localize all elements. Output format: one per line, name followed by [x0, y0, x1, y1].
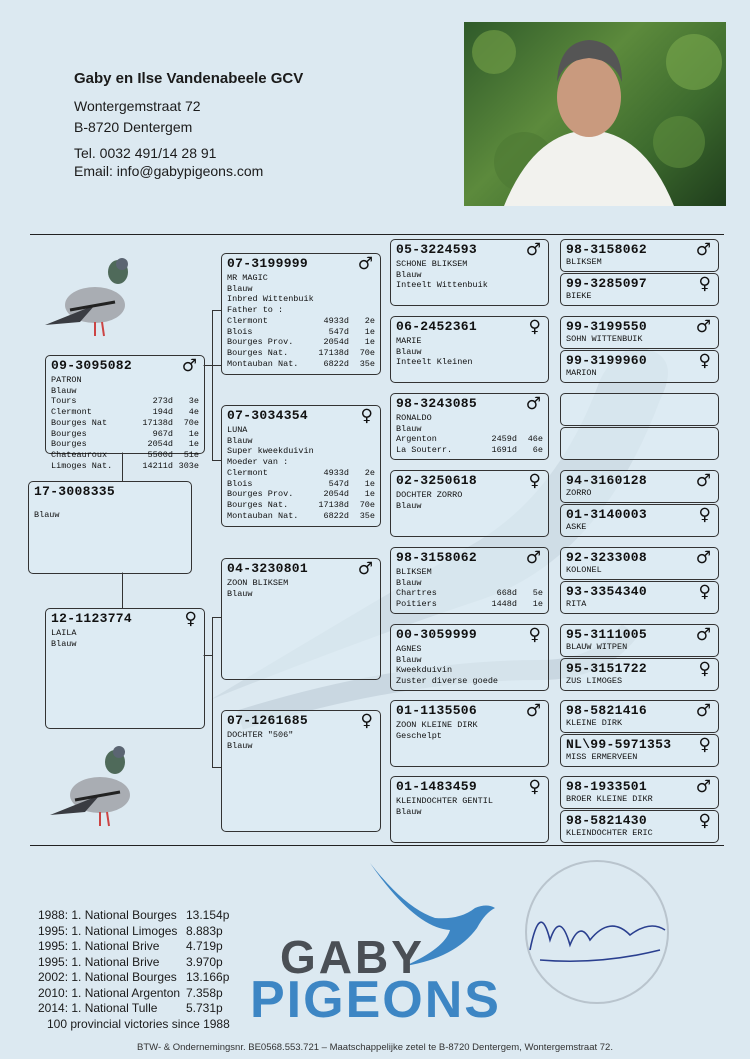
pigeon-details — [566, 599, 713, 610]
pigeon-name: RITA — [566, 599, 587, 609]
sex-symbol-icon: ♂ — [357, 254, 373, 274]
pedigree-box-p11 — [390, 470, 549, 537]
ring-number: 98-5821416 — [566, 703, 648, 718]
detail-line: DOCHTER "506" — [227, 730, 294, 740]
result-row — [227, 348, 375, 359]
ring-number: 92-3233008 — [566, 550, 648, 565]
result-birds: 967d — [152, 428, 173, 439]
result-row — [227, 327, 375, 338]
result-birds: 4933d — [323, 467, 349, 478]
result-birds: 6822d — [323, 510, 349, 521]
pigeon-illustration-bottom — [45, 740, 145, 832]
pigeon-details — [566, 488, 713, 499]
pedigree-box-p13 — [390, 624, 549, 691]
phone: Tel. 0032 491/14 28 91 — [74, 145, 217, 161]
sex-symbol-icon: ♂ — [525, 701, 541, 721]
sex-symbol-icon: ♀ — [360, 406, 373, 426]
pigeon-details — [227, 425, 375, 521]
sex-symbol-icon: ♀ — [698, 274, 711, 294]
result-row — [396, 445, 543, 456]
pigeon-details — [396, 720, 543, 741]
detail-line: ZOON KLEINE DIRK — [396, 720, 478, 730]
ring-number: 07-3034354 — [227, 408, 309, 423]
result-place: 70e — [359, 347, 375, 358]
pedigree-box-p12 — [390, 547, 549, 614]
result-race: Clermont — [51, 407, 92, 418]
ring-number: 93-3354340 — [566, 584, 648, 599]
pigeon-details — [396, 413, 543, 456]
pigeon-details — [396, 336, 543, 368]
detail-line: Father to : — [227, 305, 284, 316]
pigeon-details — [396, 259, 543, 291]
result-row — [227, 337, 375, 348]
pigeon-details — [566, 522, 713, 533]
pigeon-name: ZORRO — [566, 488, 592, 498]
pigeon-name: BROER KLEINE DIKR — [566, 794, 653, 804]
result-race: Clermont — [227, 467, 268, 478]
pedigree-box-g14 — [560, 734, 719, 767]
pedigree-box-g15 — [560, 776, 719, 809]
ring-number: 00-3059999 — [396, 627, 478, 642]
detail-line: Moeder van : — [227, 457, 289, 468]
signature — [520, 890, 670, 970]
detail-line: Blauw — [396, 654, 422, 665]
pigeon-details — [566, 368, 713, 379]
ring-number: 07-1261685 — [227, 713, 309, 728]
result-row — [227, 479, 375, 490]
result-row — [51, 450, 199, 461]
detail-line: Blauw — [227, 283, 253, 294]
detail-line: Blauw — [227, 588, 253, 599]
breeder-photo — [464, 22, 726, 206]
ring-number: 99-3285097 — [566, 276, 648, 291]
result-place: 1e — [364, 478, 375, 489]
detail-line: Inbred Wittenbuik — [227, 294, 314, 305]
result-race: Montauban Nat. — [227, 510, 299, 521]
sex-symbol-icon: ♀ — [698, 735, 711, 755]
detail-line: Super kweekduivin — [227, 446, 314, 457]
detail-line: MARIE — [396, 336, 422, 346]
result-row — [227, 468, 375, 479]
result-row — [51, 396, 199, 407]
pedigree-box-g16 — [560, 810, 719, 843]
result-race: Bourges Prov. — [227, 489, 294, 500]
win-item: 2002: 1. National Bourges 13.166p — [38, 970, 230, 984]
result-race: Tours — [51, 396, 77, 407]
sex-symbol-icon: ♂ — [695, 625, 711, 645]
result-place: 1e — [364, 337, 375, 348]
ring-number: 98-3158062 — [396, 550, 478, 565]
pigeon-name: BLAUW WITPEN — [566, 642, 628, 652]
ring-number: 98-1933501 — [566, 779, 648, 794]
result-race: Chateauroux — [51, 449, 108, 460]
win-item: 2014: 1. National Tulle 5.731p — [38, 1001, 223, 1015]
pigeon-details — [51, 628, 199, 649]
result-row — [227, 511, 375, 522]
result-row — [396, 599, 543, 610]
detail-line: Geschelpt — [396, 730, 442, 741]
pigeon-details — [227, 578, 375, 599]
pigeon-details — [396, 796, 543, 817]
result-place: 3e — [188, 396, 199, 407]
pigeon-name: MISS ERMERVEEN — [566, 752, 638, 762]
ring-number: 95-3151722 — [566, 661, 648, 676]
result-birds: 547d — [328, 326, 349, 337]
breeder-name: Gaby en Ilse Vandenabeele GCV — [74, 70, 304, 87]
result-birds: 273d — [152, 396, 173, 407]
detail-line: AGNES — [396, 644, 422, 654]
pedigree-box-g8 — [560, 504, 719, 537]
pedigree-box-g5 — [560, 393, 719, 426]
result-row — [51, 429, 199, 440]
ring-number: 95-3111005 — [566, 627, 648, 642]
result-birds: 17138d — [318, 347, 349, 358]
result-row — [227, 359, 375, 370]
detail-line: PATRON — [51, 375, 82, 385]
connector — [122, 572, 123, 608]
ring-number: 04-3230801 — [227, 561, 309, 576]
pigeon-details — [227, 273, 375, 369]
sex-symbol-icon: ♂ — [181, 356, 197, 376]
result-race: Poitiers — [396, 599, 437, 610]
result-row — [396, 434, 543, 445]
detail-line: DOCHTER ZORRO — [396, 490, 463, 500]
pedigree-box-p10 — [390, 393, 549, 460]
connector — [212, 617, 213, 767]
result-row — [51, 461, 199, 472]
detail-line: Blauw — [51, 385, 77, 396]
pigeon-name: ASKE — [566, 522, 587, 532]
result-place: 2e — [364, 467, 375, 478]
result-race: Bourges Nat. — [227, 499, 289, 510]
result-race: Bourges — [51, 428, 87, 439]
detail-line: Blauw — [227, 435, 253, 446]
ring-number: 05-3224593 — [396, 242, 478, 257]
result-place: 51e — [183, 449, 199, 460]
result-row — [227, 500, 375, 511]
pigeon-illustration-top — [40, 250, 140, 342]
result-birds: 14211d — [142, 460, 173, 471]
result-place: 1e — [188, 439, 199, 450]
pedigree-box-p2 — [45, 355, 205, 471]
bottom-rule — [30, 845, 724, 846]
ring-number: 01-3140003 — [566, 507, 648, 522]
ring-number: 06-2452361 — [396, 319, 478, 334]
result-place: 2e — [364, 315, 375, 326]
pigeon-details — [396, 567, 543, 610]
logo-text-gaby: GABY — [280, 931, 425, 983]
detail-line: BLIKSEM — [396, 567, 432, 577]
detail-line: Blauw — [34, 510, 60, 520]
top-rule — [30, 234, 724, 235]
pigeon-name: BIEKE — [566, 291, 592, 301]
result-place: 1e — [364, 326, 375, 337]
result-place: 1e — [188, 428, 199, 439]
sex-symbol-icon: ♀ — [528, 625, 541, 645]
pedigree-box-g3 — [560, 316, 719, 349]
pedigree-box-g10 — [560, 581, 719, 614]
sex-symbol-icon: ♀ — [698, 351, 711, 371]
sex-symbol-icon: ♀ — [184, 609, 197, 629]
win-item: 2010: 1. National Argenton 7.358p — [38, 985, 223, 1000]
detail-line: ZOON BLIKSEM — [227, 578, 289, 588]
pedigree-box-p14 — [390, 700, 549, 767]
result-birds: 668d — [496, 588, 517, 599]
pigeon-details — [566, 794, 713, 805]
detail-line: Blauw — [396, 423, 422, 434]
pedigree-box-g1 — [560, 239, 719, 272]
result-row — [51, 407, 199, 418]
sex-symbol-icon: ♂ — [357, 559, 373, 579]
pigeon-name: KLEINE DIRK — [566, 718, 623, 728]
pigeon-details — [34, 510, 186, 521]
result-race: Blois — [227, 478, 253, 489]
result-row — [227, 489, 375, 500]
pedigree-box-p7 — [221, 710, 381, 832]
pigeon-details — [566, 565, 713, 576]
address-line2: B-8720 Dentergem — [74, 119, 193, 135]
win-item: 1995: 1. National Brive 3.970p — [38, 954, 223, 969]
pigeon-name: BLIKSEM — [566, 257, 602, 267]
detail-line: Blauw — [227, 740, 253, 751]
win-item: 1995: 1. National Brive 4.719p — [38, 939, 223, 953]
ring-number: 94-3160128 — [566, 473, 648, 488]
result-place: 6e — [532, 445, 543, 456]
result-birds: 2054d — [323, 337, 349, 348]
result-row — [51, 439, 199, 450]
pedigree-box-p9 — [390, 316, 549, 383]
result-race: Argenton — [396, 434, 437, 445]
ring-number: 12-1123774 — [51, 611, 133, 626]
result-race: Blois — [227, 326, 253, 337]
email: Email: info@gabypigeons.com — [74, 163, 264, 179]
ring-number: 09-3095082 — [51, 358, 133, 373]
pedigree-box-g9 — [560, 547, 719, 580]
sex-symbol-icon: ♀ — [698, 811, 711, 831]
pigeon-name: KOLONEL — [566, 565, 602, 575]
win-item: 1988: 1. National Bourges 13.154p — [38, 908, 230, 922]
result-place: 1e — [532, 599, 543, 610]
detail-line: Inteelt Wittenbuik — [396, 280, 488, 291]
pedigree-box-p1 — [28, 481, 192, 574]
sex-symbol-icon: ♂ — [695, 548, 711, 568]
result-place: 35e — [359, 358, 375, 369]
result-birds: 17138d — [318, 499, 349, 510]
result-race: Bourges — [51, 439, 87, 450]
pigeon-name: MARION — [566, 368, 597, 378]
result-birds: 6822d — [323, 358, 349, 369]
result-birds: 4933d — [323, 315, 349, 326]
detail-line: LAILA — [51, 628, 77, 638]
pigeon-details — [566, 828, 713, 839]
ring-number: 01-1135506 — [396, 703, 478, 718]
ring-number: 07-3199999 — [227, 256, 309, 271]
detail-line: Blauw — [51, 638, 77, 649]
sex-symbol-icon: ♂ — [695, 777, 711, 797]
detail-line: RONALDO — [396, 413, 432, 423]
pigeon-details — [566, 718, 713, 729]
sex-symbol-icon: ♀ — [360, 711, 373, 731]
wins-list — [38, 908, 230, 1032]
result-birds: 5500d — [147, 449, 173, 460]
result-place: 70e — [359, 499, 375, 510]
detail-line: Blauw — [396, 806, 422, 817]
result-birds: 2459d — [491, 434, 517, 445]
result-birds: 194d — [152, 407, 173, 418]
detail-line: Blauw — [396, 346, 422, 357]
sex-symbol-icon: ♂ — [525, 548, 541, 568]
result-race: Montauban Nat. — [227, 358, 299, 369]
sex-symbol-icon: ♀ — [528, 777, 541, 797]
address-line1: Wontergemstraat 72 — [74, 98, 201, 114]
result-race: Bourges Nat — [51, 417, 108, 428]
pigeon-details — [566, 291, 713, 302]
pedigree-box-p6 — [221, 558, 381, 680]
sex-symbol-icon: ♂ — [695, 240, 711, 260]
result-race: Chartres — [396, 588, 437, 599]
pigeon-details — [566, 334, 713, 345]
pigeon-details — [566, 752, 713, 763]
result-race: Limoges Nat. — [51, 460, 113, 471]
sex-symbol-icon: ♂ — [695, 317, 711, 337]
pigeon-details — [566, 257, 713, 268]
pedigree-box-g13 — [560, 700, 719, 733]
result-row — [227, 316, 375, 327]
detail-line: Blauw — [396, 269, 422, 280]
result-place: 303e — [178, 460, 199, 471]
pedigree-box-g12 — [560, 658, 719, 691]
result-row — [51, 418, 199, 429]
sex-symbol-icon: ♂ — [695, 471, 711, 491]
ring-number: 99-3199550 — [566, 319, 648, 334]
sex-symbol-icon: ♂ — [525, 240, 541, 260]
pigeon-details — [51, 375, 199, 471]
ring-number: 98-5821430 — [566, 813, 648, 828]
result-birds: 2054d — [147, 439, 173, 450]
result-race: Bourges Nat. — [227, 347, 289, 358]
result-place: 5e — [532, 588, 543, 599]
result-place: 35e — [359, 510, 375, 521]
ring-number: 01-1483459 — [396, 779, 478, 794]
detail-line: Kweekduivin — [396, 665, 453, 676]
detail-line: SCHONE BLIKSEM — [396, 259, 468, 269]
pedigree-box-p5 — [221, 405, 381, 527]
result-place: 4e — [188, 407, 199, 418]
pedigree-box-g7 — [560, 470, 719, 503]
detail-line: Zuster diverse goede — [396, 676, 499, 687]
pedigree-box-g2 — [560, 273, 719, 306]
detail-line: Blauw — [396, 500, 422, 511]
pigeon-name: ZUS LIMOGES — [566, 676, 623, 686]
pigeon-details — [566, 642, 713, 653]
detail-line: KLEINDOCHTER GENTIL — [396, 796, 493, 806]
pedigree-box-g6 — [560, 427, 719, 460]
detail-line: Blauw — [396, 577, 422, 588]
result-birds: 1691d — [491, 445, 517, 456]
sex-symbol-icon: ♀ — [698, 505, 711, 525]
pedigree-box-g4 — [560, 350, 719, 383]
ring-number: 98-3158062 — [566, 242, 648, 257]
sex-symbol-icon: ♀ — [528, 471, 541, 491]
footer-legal: BTW- & Ondernemingsnr. BE0568.553.721 – Maatschappelijke zetel te B-8720 Dentergem, Wontergemstraat 72. — [137, 1042, 613, 1053]
sex-symbol-icon: ♂ — [525, 394, 541, 414]
ring-number: 99-3199960 — [566, 353, 648, 368]
result-birds: 1448d — [491, 599, 517, 610]
ring-number: 17-3008335 — [34, 484, 116, 499]
result-race: La Souterr. — [396, 445, 453, 456]
connector — [212, 310, 213, 460]
result-place: 70e — [183, 417, 199, 428]
pedigree-box-p15 — [390, 776, 549, 843]
result-birds: 2054d — [323, 489, 349, 500]
result-birds: 547d — [328, 478, 349, 489]
pedigree-box-p3 — [45, 608, 205, 729]
pedigree-box-p4 — [221, 253, 381, 375]
pigeon-details — [566, 676, 713, 687]
sex-symbol-icon: ♂ — [695, 701, 711, 721]
pedigree-box-g11 — [560, 624, 719, 657]
result-race: Bourges Prov. — [227, 337, 294, 348]
sex-symbol-icon: ♀ — [528, 317, 541, 337]
pigeon-details — [396, 644, 543, 687]
pigeon-name: KLEINDOCHTER ERIC — [566, 828, 653, 838]
detail-line: MR MAGIC — [227, 273, 268, 283]
pedigree-box-p8 — [390, 239, 549, 306]
ring-number: NL\99-5971353 — [566, 737, 672, 752]
ring-number: 02-3250618 — [396, 473, 478, 488]
pigeon-details — [227, 730, 375, 751]
result-place: 46e — [527, 434, 543, 445]
detail-line: LUNA — [227, 425, 248, 435]
ring-number: 98-3243085 — [396, 396, 478, 411]
pigeon-details — [396, 490, 543, 511]
sex-symbol-icon: ♀ — [698, 582, 711, 602]
result-birds: 17138d — [142, 417, 173, 428]
detail-line: Inteelt Kleinen — [396, 357, 473, 368]
result-row — [396, 588, 543, 599]
sex-symbol-icon: ♀ — [698, 659, 711, 679]
result-race: Clermont — [227, 315, 268, 326]
wins-footer: 100 provincial victories since 1988 — [47, 1016, 230, 1031]
logo-text-pigeons: PIGEONS — [250, 971, 501, 1029]
result-place: 1e — [364, 489, 375, 500]
win-item: 1995: 1. National Limoges 8.883p — [38, 923, 223, 938]
pigeon-name: SOHN WITTENBUIK — [566, 334, 643, 344]
